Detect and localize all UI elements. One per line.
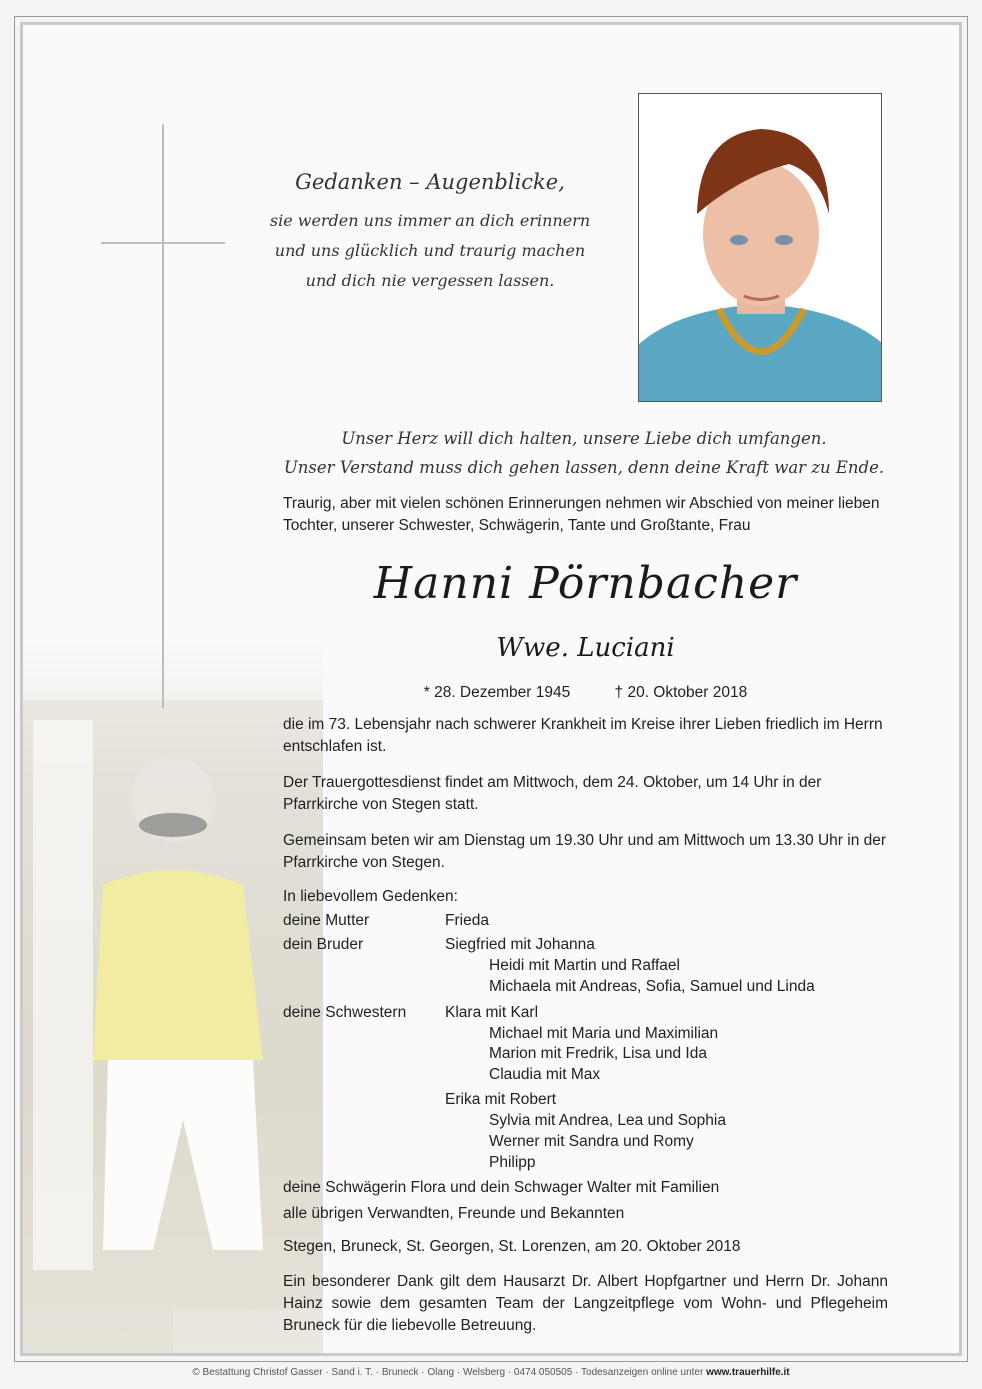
poem-line: sie werden uns immer an dich erinnern [269, 211, 591, 230]
family-member: Werner mit Sandra und Romy [489, 1133, 694, 1150]
family-member: Claudia mit Max [489, 1066, 601, 1083]
death-text: die im 73. Lebensjahr nach schwerer Krankheit im Kreise ihrer Lieben friedlich im Herrn entschlafen ist. [283, 716, 883, 755]
poem [250, 170, 610, 296]
footer [0, 1367, 982, 1378]
deceased-name: Hanni Pörnbacher [373, 558, 798, 609]
family-heading: In liebevollem Gedenken: [283, 888, 458, 905]
family-member: Philipp [489, 1154, 536, 1171]
funeral-text: Der Trauergottesdienst findet am Mittwoch, dem 24. Oktober, um 14 Uhr in der Pfarrkirche von Stegen statt. [283, 774, 822, 813]
footer-link[interactable]: www.trauerhilfe.it [706, 1367, 790, 1378]
family-member: Klara mit Karl [445, 1004, 539, 1021]
family-member: Sylvia mit Andrea, Lea und Sophia [489, 1112, 726, 1129]
cross-horizontal [101, 242, 225, 244]
family-member: Frieda [445, 912, 489, 929]
death-date: † 20. Oktober 2018 [614, 684, 748, 701]
background-photo [23, 640, 323, 1353]
cross-vertical [162, 124, 164, 708]
family-member: Siegfried mit Johanna [445, 936, 595, 953]
footer-text: © Bestattung Christof Gasser · Sand i. T. · Bruneck · Olang · Welsberg · 0474 050505 · Todesanzeigen online unter [192, 1367, 704, 1378]
life-dates [283, 684, 888, 702]
family-member: Erika mit Robert [445, 1091, 557, 1108]
thanks-text: Ein besonderer Dank gilt dem Hausarzt Dr. Albert Hopfgartner und Herrn Dr. Johann Hainz sowie dem gesamten Team der Langzeitpflege vom Wohn- und Pflegeheim Bruneck für die liebevolle Betreuung. [283, 1273, 888, 1334]
portrait-photo [638, 93, 882, 402]
poem-line: und dich nie vergessen lassen. [305, 271, 555, 290]
prayer-text: Gemeinsam beten wir am Dienstag um 19.30 Uhr und am Mittwoch um 13.30 Uhr in der Pfarrkirche von Stegen. [283, 832, 887, 871]
widow-name: Wwe. Luciani [496, 633, 675, 663]
intro-text: Traurig, aber mit vielen schönen Erinnerungen nehmen wir Abschied von meiner lieben Tochter, unserer Schwester, Schwägerin, Tante und Großtante, Frau [283, 495, 880, 534]
family-member: Michaela mit Andreas, Sofia, Samuel und Linda [489, 978, 815, 995]
family-member: Marion mit Fredrik, Lisa und Ida [489, 1045, 707, 1062]
family-member: Michael mit Maria und Maximilian [489, 1025, 719, 1042]
poem-line: und uns glücklich und traurig machen [274, 241, 586, 260]
quote-line: Unser Herz will dich halten, unsere Liebe dich umfangen. [341, 429, 827, 448]
family-member: Heidi mit Martin und Raffael [489, 957, 680, 974]
poem-line: Gedanken – Augenblicke, [295, 170, 565, 194]
family-label: deine Schwestern [283, 1004, 407, 1021]
quote [250, 424, 918, 482]
quote-line: Unser Verstand muss dich gehen lassen, denn deine Kraft war zu Ende. [283, 458, 885, 477]
family-inlaws: deine Schwägerin Flora und dein Schwager Walter mit Familien [283, 1179, 720, 1196]
birth-date: * 28. Dezember 1945 [423, 684, 571, 701]
family-label: deine Mutter [283, 912, 370, 929]
place-date: Stegen, Bruneck, St. Georgen, St. Lorenzen, am 20. Oktober 2018 [283, 1238, 741, 1255]
family-label: dein Bruder [283, 936, 364, 953]
family-others: alle übrigen Verwandten, Freunde und Bekannten [283, 1205, 625, 1222]
